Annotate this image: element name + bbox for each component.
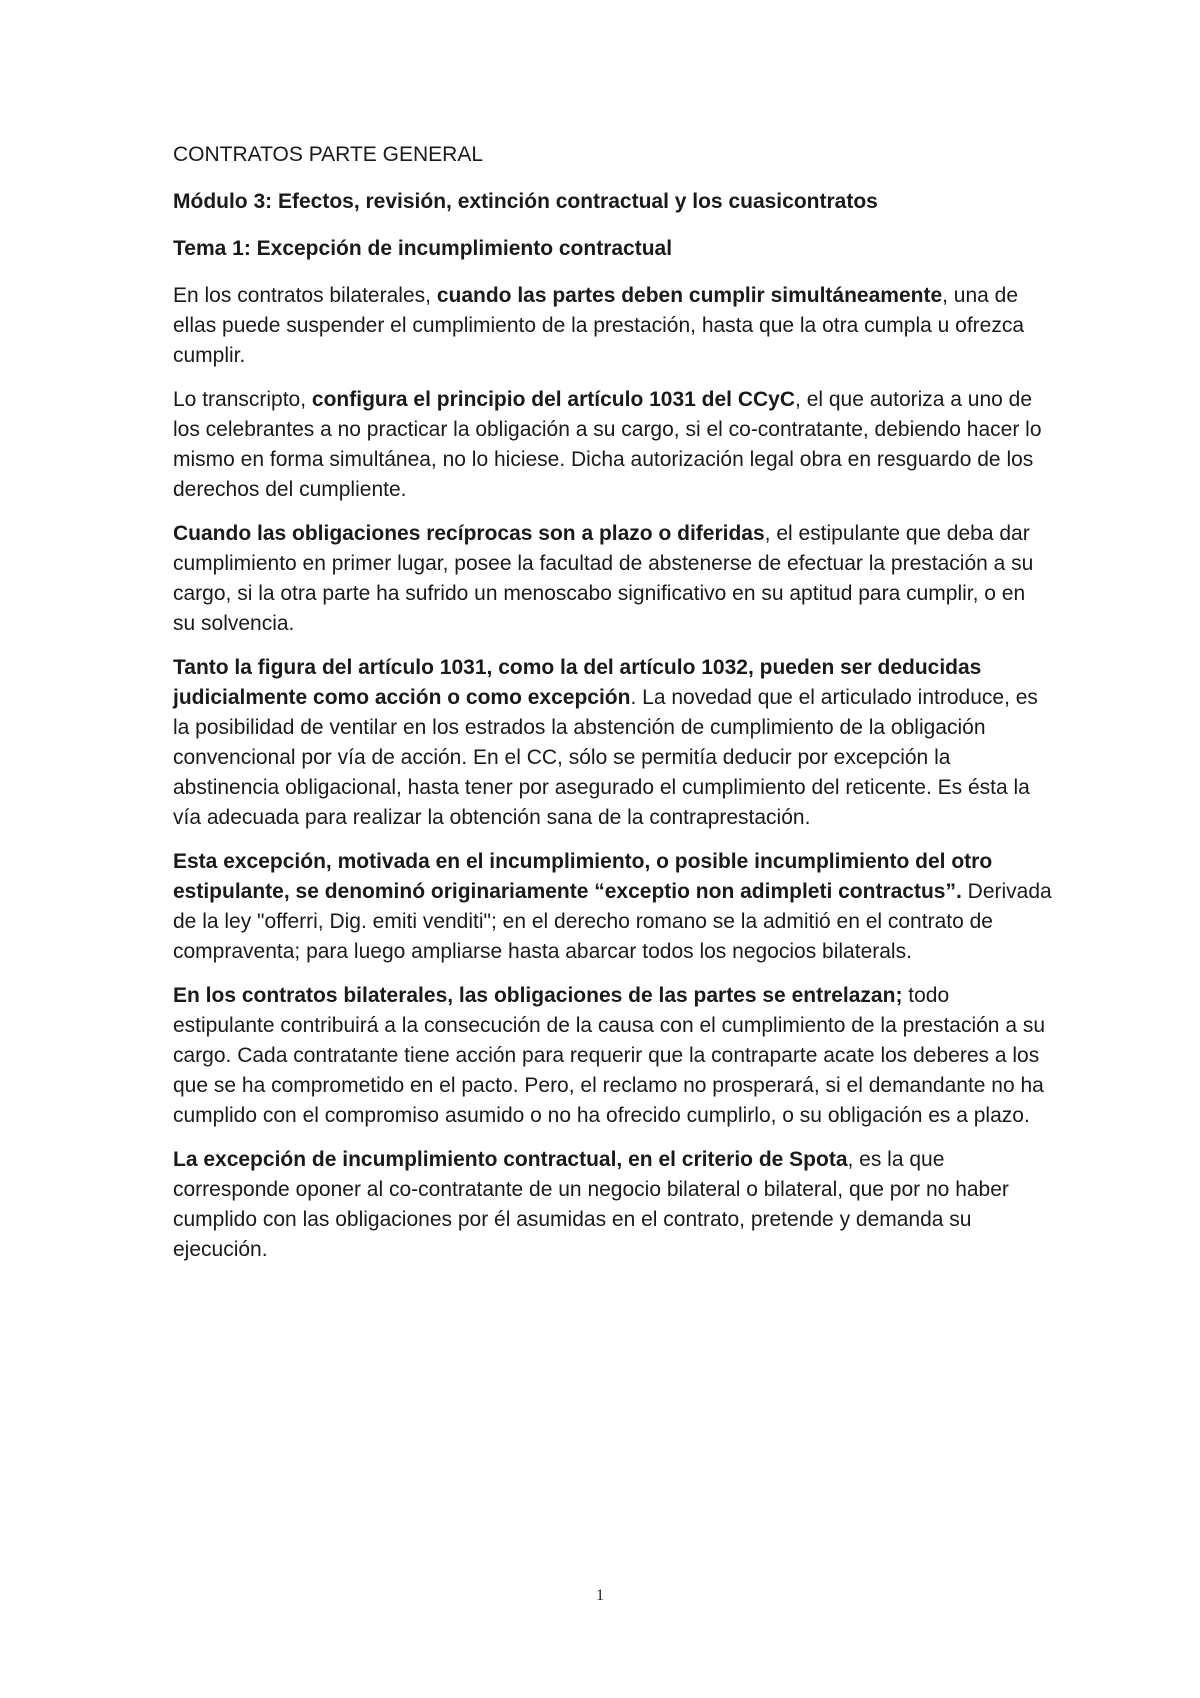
document-title: CONTRATOS PARTE GENERAL xyxy=(173,143,484,166)
bold-run: Cuando las obligaciones recíprocas son a plazo o diferidas xyxy=(173,522,765,545)
text-run: todo estipulante contribuirá a la consecución de la causa con el cumplimiento de la prestación a su cargo. Cada contratante tiene acción para requerir que la contraparte acate los deberes a los que se ha comprometido en el pacto. Pero, el reclamo no prosperará, si el demandante no ha cumplido con el compromiso asumido o no ha ofrecido cumplirlo, o su obligación es a plazo. xyxy=(173,984,1046,1127)
bold-run: Esta excepción, motivada en el incumplimiento, o posible incumplimiento del otro estipulante, se denominó originariamente “exceptio non adimpleti contractus”. xyxy=(173,850,993,903)
module-heading: Módulo 3: Efectos, revisión, extinción contractual y los cuasicontratos xyxy=(173,190,878,213)
text-run: , es la que corresponde oponer al co-contratante de un negocio bilateral o bilateral, que por no haber cumplido con las obligaciones por él asumidas en el contrato, pretende y demanda su ejecución. xyxy=(173,1148,1009,1261)
paragraph-3 xyxy=(173,519,1053,639)
paragraph-6 xyxy=(173,981,1053,1131)
paragraph-5 xyxy=(173,847,1053,967)
paragraph-7 xyxy=(173,1145,1053,1265)
bold-run: configura el principio del artículo 1031 del CCyC xyxy=(311,388,796,411)
bold-run: Tanto la figura del artículo 1031, como la del artículo 1032, pueden ser deducidas judicialmente como acción o como excepción xyxy=(173,656,982,709)
paragraph-2 xyxy=(173,385,1053,505)
bold-run: En los contratos bilaterales, las obligaciones de las partes se entrelazan; xyxy=(173,984,903,1007)
text-run: Derivada de la ley "offerri, Dig. emiti venditi"; en el derecho romano se la admitió en el contrato de compraventa; para luego ampliarse hasta abarcar todos los negocios bilaterals. xyxy=(173,880,1052,963)
bold-run: La excepción de incumplimiento contractual, en el criterio de Spota xyxy=(173,1148,848,1171)
text-run: . La novedad que el articulado introduce, es la posibilidad de ventilar en los estrados la abstención de cumplimiento de la obligación convencional por vía de acción. En el CC, sólo se permitía deducir por excepción la abstinencia obligacional, hasta tener por asegurado el cumplimiento del reticente. Es ésta la vía adecuada para realizar la obtención sana de la contraprestación. xyxy=(173,686,1038,829)
document-page xyxy=(173,140,1053,1279)
topic-heading: Tema 1: Excepción de incumplimiento contractual xyxy=(173,237,673,260)
text-run: , el estipulante que deba dar cumplimiento en primer lugar, posee la facultad de abstenerse de efectuar la prestación a su cargo, si la otra parte ha sufrido un menoscabo significativo en su aptitud para cumplir, o en su solvencia. xyxy=(173,522,1034,635)
paragraph-4 xyxy=(173,653,1053,833)
bold-run: cuando las partes deben cumplir simultáneamente xyxy=(436,284,943,307)
paragraph-1 xyxy=(173,281,1053,371)
text-run: , una de ellas puede suspender el cumplimiento de la prestación, hasta que la otra cumpla u ofrezca cumplir. xyxy=(173,284,1025,367)
text-run: En los contratos bilaterales, xyxy=(173,284,437,307)
page-number: 1 xyxy=(596,1587,604,1604)
text-run: Lo transcripto, xyxy=(173,388,312,411)
text-run: , el que autoriza a uno de los celebrantes a no practicar la obligación a su cargo, si el co-contratante, debiendo hacer lo mismo en forma simultánea, no lo hiciese. Dicha autorización legal obra en resguardo de los derechos del cumpliente. xyxy=(173,388,1042,501)
